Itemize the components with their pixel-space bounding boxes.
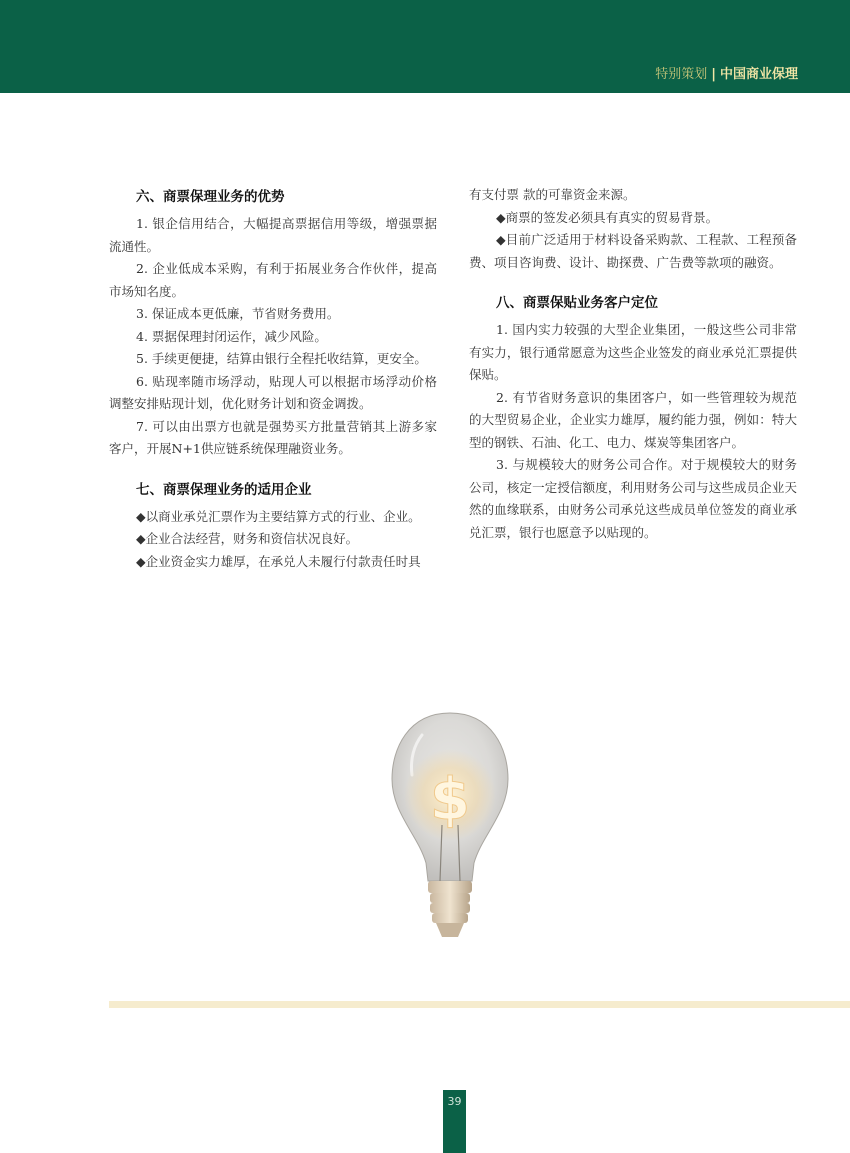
section8-item: 3. 与规模较大的财务公司合作。对于规模较大的财务公司，核定一定授信额度，利用财务公司与这些成员企业天然的血缘联系，由财务公司承兑这些成员单位签发的商业承兑汇票，银行也愿意予以贴现的。 — [469, 457, 797, 540]
section7-item: ◆企业资金实力雄厚，在承兑人未履行付款责任时具 — [136, 553, 421, 569]
section6-item: 4. 票据保理封闭运作，减少风险。 — [136, 328, 327, 344]
lightbulb-dollar-icon — [370, 705, 530, 945]
section7-heading: 七、商票保理业务的适用企业 — [136, 481, 312, 498]
section6-item: 5. 手续更便捷，结算由银行全程托收结算，更安全。 — [136, 351, 427, 366]
section6-heading: 六、商票保理业务的优势 — [136, 189, 285, 205]
section6-item: 7. 可以由出票方也就是强势买方批量营销其上游多家客户，开展N+1供应链系统保理融资业务。 — [109, 418, 437, 456]
section7-item: ◆商票的签发必须具有真实的贸易背景。 — [496, 209, 719, 225]
section6-item: 6. 贴现率随市场浮动，贴现人可以根据市场浮动价格调整安排贴现计划，优化财务计划和资金调拨。 — [109, 373, 437, 411]
section6-item: 2. 企业低成本采购，有利于拓展业务合作伙伴，提高市场知名度。 — [109, 261, 437, 299]
header-title: 中国商业保理 — [719, 67, 798, 82]
page-number-tab — [443, 1090, 466, 1153]
dollar-sign-filament: $ — [429, 765, 471, 833]
section8-heading: 八、商票保贴业务客户定位 — [496, 295, 658, 311]
section6-item: 1. 银企信用结合，大幅提高票据信用等级，增强票据流通性。 — [109, 216, 437, 254]
section7-item: ◆以商业承兑汇票作为主要结算方式的行业、企业。 — [136, 508, 421, 524]
page-number: 39 — [447, 1095, 462, 1108]
section7-item: ◆企业合法经营，财务和资信状况良好。 — [136, 531, 359, 546]
section6-item: 3. 保证成本更低廉，节省财务费用。 — [136, 306, 340, 321]
header-divider: | — [711, 67, 716, 82]
section-label: 特别策划 — [655, 67, 708, 82]
header-breadcrumb — [655, 66, 798, 84]
section8-item: 1. 国内实力较强的大型企业集团，一般这些公司非常有实力，银行通常愿意为这些企业签发的商业承兑汇票提供保贴。 — [469, 322, 797, 382]
section7-item: ◆目前广泛适用于材料设备采购款、工程款、工程预备费、项目咨询费、设计、勘探费、广告费等款项的融资。 — [469, 232, 797, 270]
right-column — [469, 184, 797, 544]
page-header — [0, 0, 850, 93]
continuation-text: 有支付票 款的可靠资金来源。 — [469, 187, 636, 202]
left-column — [109, 184, 437, 573]
section8-item: 2. 有节省财务意识的集团客户，如一些管理较为规范的大型贸易企业，企业实力雄厚，履约能力强，例如：特大型的钢铁、石油、化工、电力、煤炭等集团客户。 — [469, 389, 797, 450]
footer-strip — [109, 1001, 850, 1008]
